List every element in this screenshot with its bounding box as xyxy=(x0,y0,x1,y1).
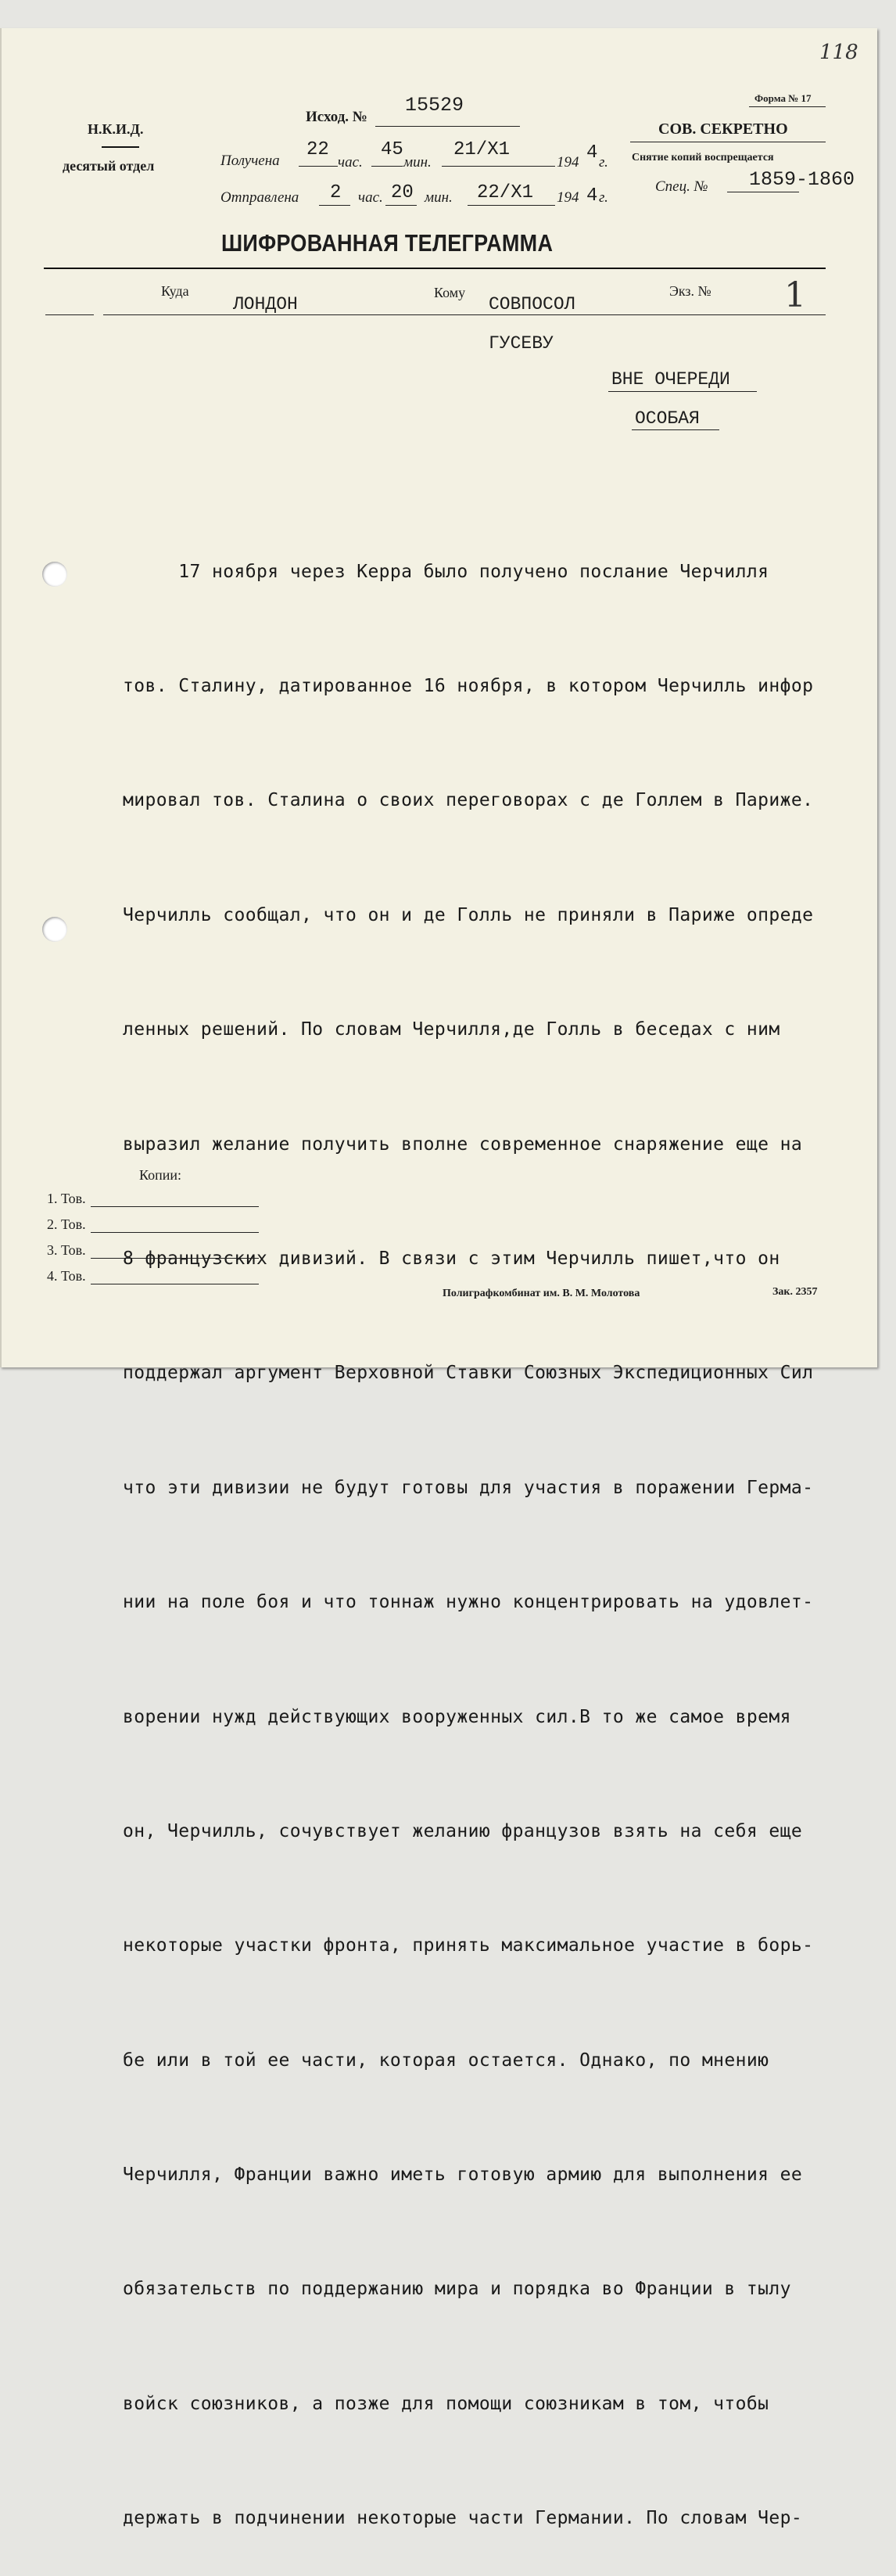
body-line: обязательств по поддержанию мира и порядка во Франции в тылу xyxy=(123,2279,791,2300)
sent-hour-line xyxy=(319,205,350,206)
copies-row-3 xyxy=(47,1242,259,1259)
body-line: Черчилля, Франции важно иметь готовую армию для выполнения ее xyxy=(123,2165,803,2186)
copies-row-label: 1. Тов. xyxy=(47,1191,86,1206)
form-number: Форма № 17 xyxy=(754,92,812,104)
copies-row-4 xyxy=(47,1268,259,1284)
body-line: он, Черчилль, сочувствует желанию французов взять на себя еще xyxy=(123,1820,803,1841)
body-line: мировал тов. Сталина о своих переговорах с де Голлем в Париже. xyxy=(123,790,814,811)
received-hour-line xyxy=(299,166,338,167)
body-line: ворении нужд действующих вооруженных сил.В то же самое время xyxy=(123,1706,791,1727)
document-title: ШИФРОВАННАЯ ТЕЛЕГРАММА xyxy=(221,230,554,257)
body-line: войск союзников, а позже для помощи союзникам в том, чтобы xyxy=(123,2393,769,2414)
received-date-line xyxy=(442,166,555,167)
whom-value: СОВПОСОЛ xyxy=(489,294,575,314)
spec-label: Спец. № xyxy=(655,178,708,195)
order-number: Зак. 2357 xyxy=(772,1286,818,1298)
body-line: 17 ноября через Керра было получено послание Черчилля xyxy=(123,561,769,582)
special-label: ОСОБАЯ xyxy=(635,408,700,429)
priority-label: ВНЕ ОЧЕРЕДИ xyxy=(611,369,730,390)
dept-separator xyxy=(102,146,139,148)
where-value: ЛОНДОН xyxy=(233,294,298,314)
received-minutes: 45 xyxy=(381,139,403,160)
sent-year-label: г. xyxy=(599,189,608,206)
sent-year-suffix: 4 xyxy=(586,185,598,207)
body-line: держать в подчинении некоторые части Германии. По словам Чер- xyxy=(123,2508,803,2529)
recipient: ГУСЕВУ xyxy=(489,333,554,354)
body-line: поддержал аргумент Верховной Ставки Союзных Экспедиционных Сил xyxy=(123,1363,814,1384)
special-underline xyxy=(632,429,719,430)
body-line: 8 французских дивизий. В связи с этим Черчилль пишет,что он xyxy=(123,1248,780,1269)
body-line: бе или в той ее части, которая остается. Однако, по мнению xyxy=(123,2050,769,2071)
printer-imprint: Полиграфкомбинат им. В. М. Молотова xyxy=(443,1288,640,1299)
address-line-left xyxy=(45,314,94,315)
whom-label: Кому xyxy=(434,285,466,300)
punch-hole-lower xyxy=(42,917,67,942)
copies-row-2 xyxy=(47,1216,259,1233)
body-line: что эти дивизии не будут готовы для участия в поражении Герма- xyxy=(123,1477,814,1498)
sent-hour-label: час. xyxy=(358,189,383,206)
where-label: Куда xyxy=(161,283,189,299)
address-line-main xyxy=(103,314,826,315)
copies-blank-line xyxy=(91,1273,259,1284)
body-line: Черчилль сообщал, что он и де Голль не приняли в Париже опреде xyxy=(123,904,814,925)
copies-blank-line xyxy=(91,1247,259,1259)
copy-number-label: Экз. № xyxy=(669,283,711,299)
body-line: некоторые участки фронта, принять максимальное участие в борь- xyxy=(123,1935,814,1956)
dept-org: Н.К.И.Д. xyxy=(88,121,144,137)
received-date: 21/X1 xyxy=(453,139,511,160)
received-year-suffix: 4 xyxy=(586,142,598,163)
dept-division: десятый отдел xyxy=(63,158,155,174)
body-line: нии на поле боя и что тоннаж нужно концентрировать на удовлет- xyxy=(123,1592,814,1613)
copies-row-label: 4. Тов. xyxy=(47,1268,86,1284)
copies-blank-line xyxy=(91,1195,259,1207)
copies-blank-line xyxy=(91,1221,259,1233)
page-number: 118 xyxy=(819,41,858,64)
copies-label: Копии: xyxy=(139,1167,182,1183)
received-year-prefix: 194 xyxy=(557,154,579,171)
sent-min-label: мин. xyxy=(425,189,453,206)
sent-year-prefix: 194 xyxy=(557,189,579,206)
title-rule xyxy=(44,268,826,269)
sent-date-line xyxy=(468,205,555,206)
received-year-label: г. xyxy=(599,154,608,171)
outgoing-number: 15529 xyxy=(405,94,464,117)
outgoing-underline xyxy=(375,126,520,127)
priority-underline xyxy=(608,391,757,392)
received-hour: 22 xyxy=(306,139,329,160)
body-line: выразил желание получить вполне современное снаряжение еще на xyxy=(123,1134,803,1155)
form-number-underline xyxy=(749,106,826,107)
sent-date: 22/X1 xyxy=(477,182,534,203)
copies-row-label: 2. Тов. xyxy=(47,1216,86,1232)
telegram-body xyxy=(123,476,873,2576)
punch-hole-upper xyxy=(42,562,67,587)
sent-label: Отправлена xyxy=(220,189,299,206)
body-line: тов. Сталину, датированное 16 ноября, в котором Черчилль инфор xyxy=(123,675,814,696)
outgoing-label: Исход. № xyxy=(306,109,367,125)
received-label: Получена xyxy=(220,153,280,169)
classification-note: Снятие копий воспрещается xyxy=(632,152,774,163)
copies-row-1 xyxy=(47,1191,259,1207)
classification-title: СОВ. СЕКРЕТНО xyxy=(658,120,788,138)
sent-hour: 2 xyxy=(330,182,342,203)
copies-row-label: 3. Тов. xyxy=(47,1242,86,1258)
received-hour-label: час. xyxy=(338,154,363,171)
sent-minutes: 20 xyxy=(391,182,414,203)
copy-number-value: 1 xyxy=(784,275,806,315)
body-line: ленных решений. По словам Черчилля,де Голль в беседах с ним xyxy=(123,1019,780,1040)
spec-number: 1859-1860 xyxy=(749,168,855,191)
received-min-line xyxy=(371,166,403,167)
received-min-label: мин. xyxy=(403,154,432,171)
sent-min-line xyxy=(385,205,417,206)
